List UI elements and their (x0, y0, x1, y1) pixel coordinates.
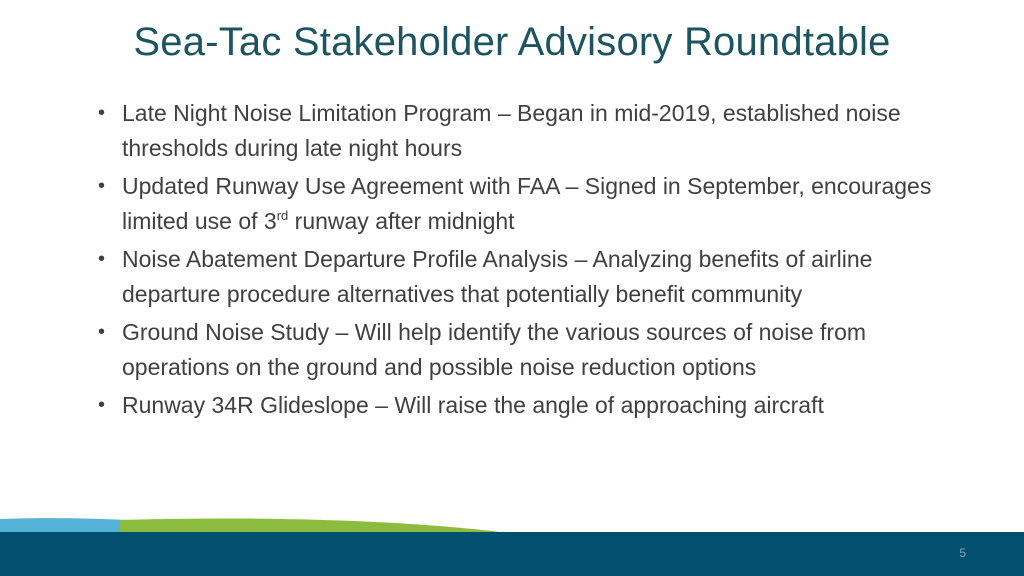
bullet-dot-icon: • (98, 248, 106, 270)
bullet-dot-icon: • (98, 394, 106, 416)
bullet-text-part: Updated Runway Use Agreement with FAA – Signed in September, encourages limited use of 3 (122, 173, 932, 234)
bullet-text: Runway 34R Glideslope – Will raise the angle of approaching aircraft (122, 392, 824, 418)
bullet-list (96, 96, 976, 426)
ordinal-superscript: rd (276, 208, 289, 223)
bullet-text: Noise Abatement Departure Profile Analysis – Analyzing benefits of airline departure procedure alternatives that potentially benefit community (122, 246, 873, 307)
footer-decoration (0, 514, 1024, 576)
bullet-item (96, 169, 976, 239)
bullet-item (96, 315, 976, 385)
footer-bar (0, 532, 1024, 576)
bullet-item (96, 96, 976, 166)
bullet-text: Late Night Noise Limitation Program – Began in mid-2019, established noise thresholds during late night hours (122, 100, 901, 161)
bullet-text (122, 173, 931, 234)
slide-title: Sea-Tac Stakeholder Advisory Roundtable (133, 20, 891, 64)
bullet-dot-icon: • (98, 321, 106, 343)
bullet-text: Ground Noise Study – Will help identify the various sources of noise from operations on the ground and possible noise reduction options (122, 319, 867, 380)
bullet-text-part: runway after midnight (288, 208, 515, 234)
footer-green-swoosh (120, 519, 500, 535)
bullet-dot-icon: • (98, 102, 106, 124)
bullet-item (96, 242, 976, 312)
bullet-dot-icon: • (98, 175, 106, 197)
bullet-item (96, 388, 976, 423)
page-number: 5 (959, 546, 966, 560)
